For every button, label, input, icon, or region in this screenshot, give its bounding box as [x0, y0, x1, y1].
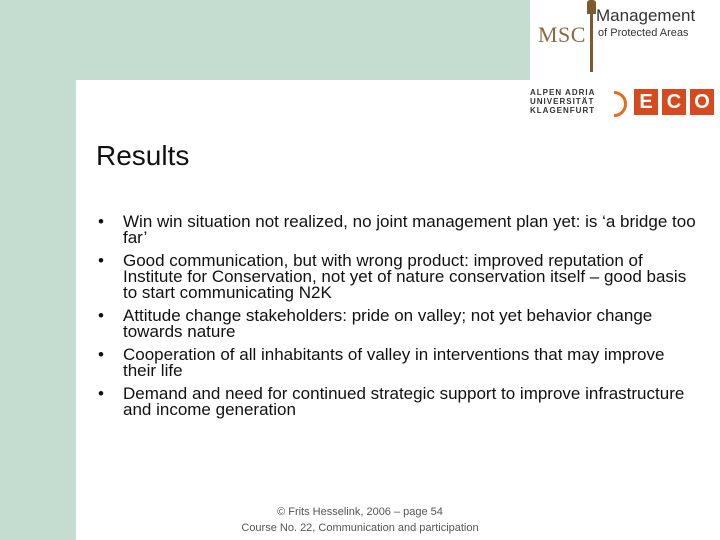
- footer: [200, 504, 520, 536]
- bullet-list: [98, 214, 698, 425]
- bullet-text: Demand and need for continued strategic support to improve infrastructure and income generation: [123, 384, 685, 419]
- bullet-dot: •: [98, 384, 104, 403]
- bullet-text: Cooperation of all inhabitants of valley in interventions that may improve their life: [123, 345, 665, 380]
- slide-title: Results: [96, 140, 190, 171]
- bullet-text: Win win situation not realized, no joint management plan yet: is ‘a bridge too far’: [123, 212, 696, 247]
- bullet-item: [98, 347, 698, 379]
- top-decorative-band: [0, 0, 530, 80]
- eco-logo-e: E: [634, 89, 658, 115]
- left-decorative-band: [0, 80, 76, 540]
- bullet-item: [98, 253, 698, 301]
- university-name: ALPEN ADRIA UNIVERSITÄT KLAGENFURT: [530, 88, 596, 115]
- eco-logo-c: C: [662, 89, 686, 115]
- bullet-item: [98, 214, 698, 246]
- bullet-dot: •: [98, 251, 104, 270]
- bullet-item: [98, 308, 698, 340]
- footer-copyright: © Frits Hesselink, 2006 – page 54: [277, 506, 443, 518]
- bullet-item: [98, 386, 698, 418]
- footer-course: Course No. 22, Communication and participation: [241, 522, 479, 534]
- bullet-text: Good communication, but with wrong product: improved reputation of Institute for Conservation, not yet of nature conservation itself – good basis to start communicating N2K: [123, 251, 687, 302]
- bullet-dot: •: [98, 212, 104, 231]
- program-title-line2: of Protected Areas: [598, 27, 689, 39]
- eco-logo-o: O: [690, 89, 714, 115]
- sun-icon: [601, 91, 627, 117]
- bullet-dot: •: [98, 345, 104, 364]
- bullet-text: Attitude change stakeholders: pride on valley; not yet behavior change towards nature: [123, 306, 653, 341]
- msc-divider: [590, 2, 593, 72]
- bullet-dot: •: [98, 306, 104, 325]
- msc-logo-text: MSC: [538, 22, 586, 47]
- program-title-line1: Management: [596, 6, 696, 25]
- msc-logo: [530, 0, 720, 80]
- university-logo: [530, 88, 720, 120]
